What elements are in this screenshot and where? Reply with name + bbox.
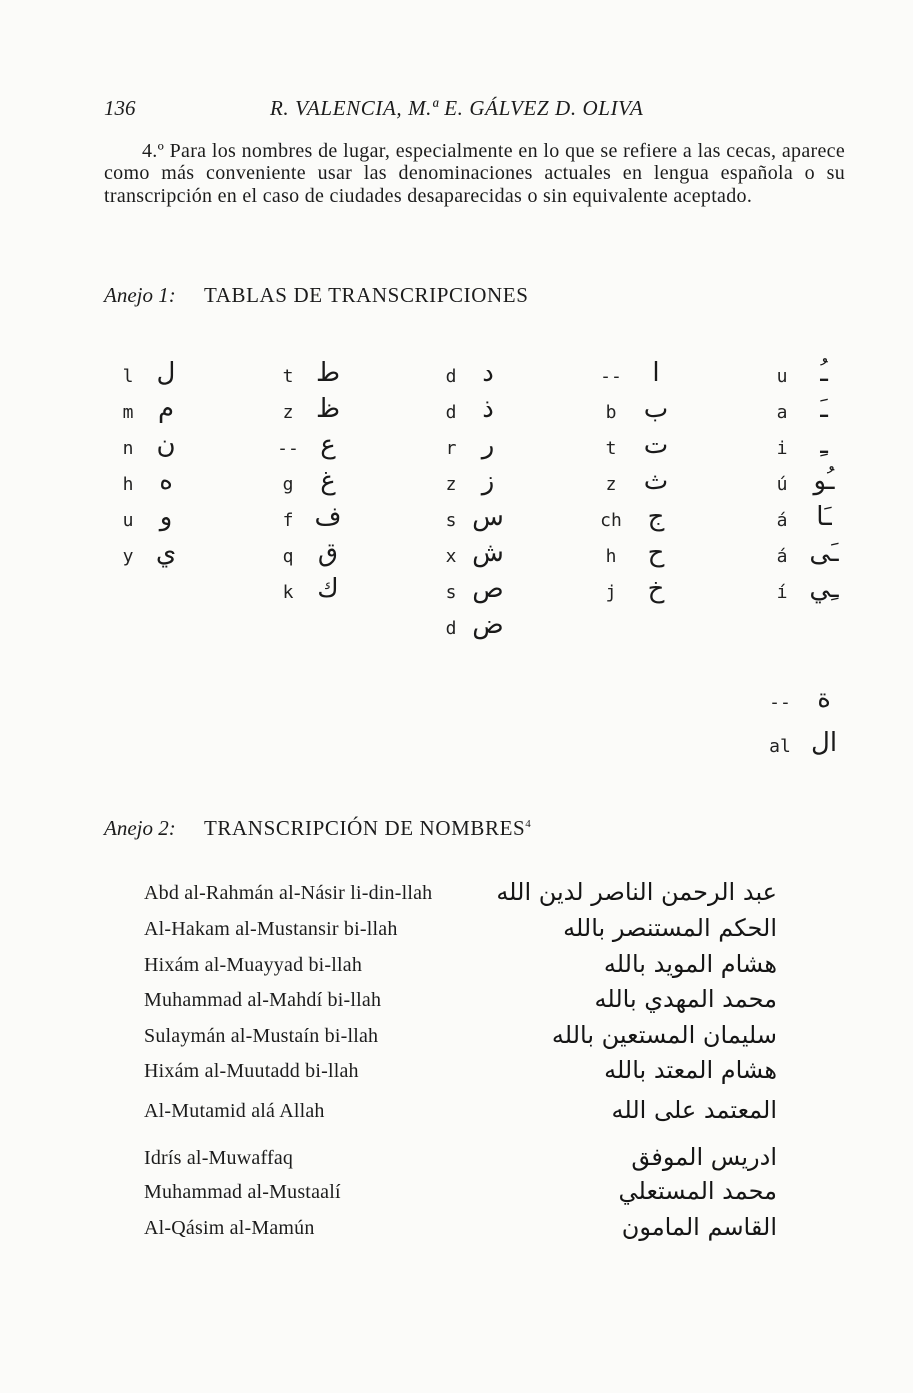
latin-letter: x — [445, 546, 457, 567]
name-arabic: سليمان المستعين بالله — [551, 1021, 777, 1049]
latin-letter: z — [605, 474, 617, 495]
latin-letter: u — [776, 366, 788, 387]
arabic-letter: ل — [156, 358, 176, 388]
latin-letter: d — [445, 618, 457, 639]
arabic-letter: ر — [481, 430, 495, 460]
latin-letter: d — [445, 366, 457, 387]
page-number: 136 — [104, 96, 136, 120]
latin-letter: n — [122, 438, 134, 459]
name-arabic: هشام المعتد بالله — [604, 1056, 777, 1084]
arabic-letter: ـِ — [820, 430, 828, 460]
latin-letter: z — [282, 402, 294, 423]
latin-letter: g — [282, 474, 294, 495]
latin-letter: y — [122, 546, 134, 567]
latin-letter: z — [445, 474, 457, 495]
arabic-letter: ش — [472, 538, 504, 568]
latin-letter: á — [776, 546, 788, 567]
arabic-letter: ح — [647, 538, 665, 568]
latin-letter: -- — [277, 438, 299, 459]
latin-letter: á — [776, 510, 788, 531]
name-arabic: هشام المويد بالله — [603, 950, 777, 978]
arabic-letter: ن — [156, 430, 176, 460]
annex2-label: Anejo 2: — [104, 816, 176, 840]
annex1-title: TABLAS DE TRANSCRIPCIONES — [204, 283, 529, 307]
arabic-letter: ـُو — [813, 466, 835, 496]
latin-letter: q — [282, 546, 294, 567]
arabic-letter: خ — [647, 574, 665, 604]
arabic-letter: ا — [652, 358, 660, 388]
arabic-letter: ت — [643, 430, 669, 460]
name-arabic: المعتمد على الله — [611, 1096, 777, 1124]
arabic-letter: س — [472, 502, 504, 532]
name-arabic: القاسم المامون — [621, 1213, 777, 1241]
name-transcription: Al-Hakam al-Mustansir bi-llah — [144, 918, 398, 940]
annex2-title-text: TRANSCRIPCIÓN DE NOMBRES — [204, 816, 526, 840]
arabic-letter: ة — [817, 684, 831, 714]
name-transcription: Idrís al-Muwaffaq — [144, 1147, 294, 1169]
latin-letter: h — [605, 546, 617, 567]
latin-letter: d — [445, 402, 457, 423]
latin-letter: u — [122, 510, 134, 531]
name-arabic: عبد الرحمن الناصر لدين الله — [496, 878, 777, 906]
latin-letter: ú — [776, 474, 788, 495]
latin-letter: l — [122, 366, 134, 387]
arabic-letter: ظ — [315, 394, 341, 424]
arabic-letter: د — [482, 358, 494, 388]
arabic-letter: ث — [643, 466, 669, 496]
name-transcription: Abd al-Rahmán al-Násir li-din-llah — [144, 882, 433, 904]
arabic-letter: ذ — [482, 394, 494, 424]
name-transcription: Sulaymán al-Mustaín bi-llah — [144, 1025, 379, 1047]
body-paragraph — [104, 140, 845, 207]
arabic-letter: غ — [320, 466, 336, 496]
arabic-letter: ـَى — [809, 538, 839, 568]
latin-letter: i — [776, 438, 788, 459]
annex2-title — [204, 816, 531, 841]
paragraph-text: 4.º Para los nombres de lugar, especialmente en lo que se refiere a las cecas, aparece como más conveniente usar las denominaciones actuales en lengua española o su transcripción en el caso de ciudades desaparecidas o sin equivalente aceptado. — [104, 140, 845, 207]
latin-letter: a — [776, 402, 788, 423]
latin-letter: t — [605, 438, 617, 459]
arabic-letter: ق — [317, 538, 339, 568]
name-transcription: Muhammad al-Mustaalí — [144, 1181, 341, 1203]
footnote-reference: 4 — [525, 818, 532, 830]
name-arabic: محمد المهدي بالله — [594, 985, 777, 1013]
running-title: R. VALENCIA, M.ª E. GÁLVEZ D. OLIVA — [270, 96, 644, 120]
latin-letter: k — [282, 582, 294, 603]
arabic-letter: ب — [643, 394, 669, 424]
latin-letter: í — [776, 582, 788, 603]
name-transcription: Al-Qásim al-Mamún — [144, 1217, 315, 1239]
latin-letter: h — [122, 474, 134, 495]
arabic-letter: ـُ — [820, 358, 828, 388]
arabic-letter: و — [159, 502, 173, 532]
name-transcription: Hixám al-Muutadd bi-llah — [144, 1060, 359, 1082]
arabic-letter: ز — [481, 466, 495, 496]
name-transcription: Al-Mutamid alá Allah — [144, 1100, 325, 1122]
arabic-letter: ـَا — [816, 502, 832, 532]
name-transcription: Hixám al-Muayyad bi-llah — [144, 954, 363, 976]
arabic-letter: ض — [472, 610, 504, 640]
latin-letter: t — [282, 366, 294, 387]
name-arabic: الحكم المستنصر بالله — [563, 914, 777, 942]
arabic-letter: ج — [647, 502, 665, 532]
latin-letter: s — [445, 582, 457, 603]
latin-letter: al — [769, 736, 791, 757]
name-transcription: Muhammad al-Mahdí bi-llah — [144, 989, 382, 1011]
arabic-letter: ـَ — [820, 394, 828, 424]
arabic-letter: ط — [315, 358, 341, 388]
name-arabic: محمد المستعلي — [618, 1177, 777, 1205]
latin-letter: j — [605, 582, 617, 603]
arabic-letter: ه — [159, 466, 173, 496]
latin-letter: ch — [600, 510, 622, 531]
arabic-letter: ك — [317, 574, 339, 604]
arabic-letter: ص — [472, 574, 504, 604]
latin-letter: s — [445, 510, 457, 531]
arabic-letter: ف — [314, 502, 342, 532]
arabic-letter: ي — [155, 538, 177, 568]
arabic-letter: ـِي — [809, 574, 839, 604]
latin-letter: -- — [600, 366, 622, 387]
latin-letter: f — [282, 510, 294, 531]
latin-letter: b — [605, 402, 617, 423]
arabic-letter: ال — [810, 728, 838, 758]
latin-letter: -- — [769, 692, 791, 713]
name-arabic: ادريس الموفق — [631, 1143, 777, 1171]
latin-letter: m — [122, 402, 134, 423]
annex1-label: Anejo 1: — [104, 283, 176, 307]
latin-letter: r — [445, 438, 457, 459]
arabic-letter: م — [157, 394, 175, 424]
arabic-letter: ع — [320, 430, 336, 460]
